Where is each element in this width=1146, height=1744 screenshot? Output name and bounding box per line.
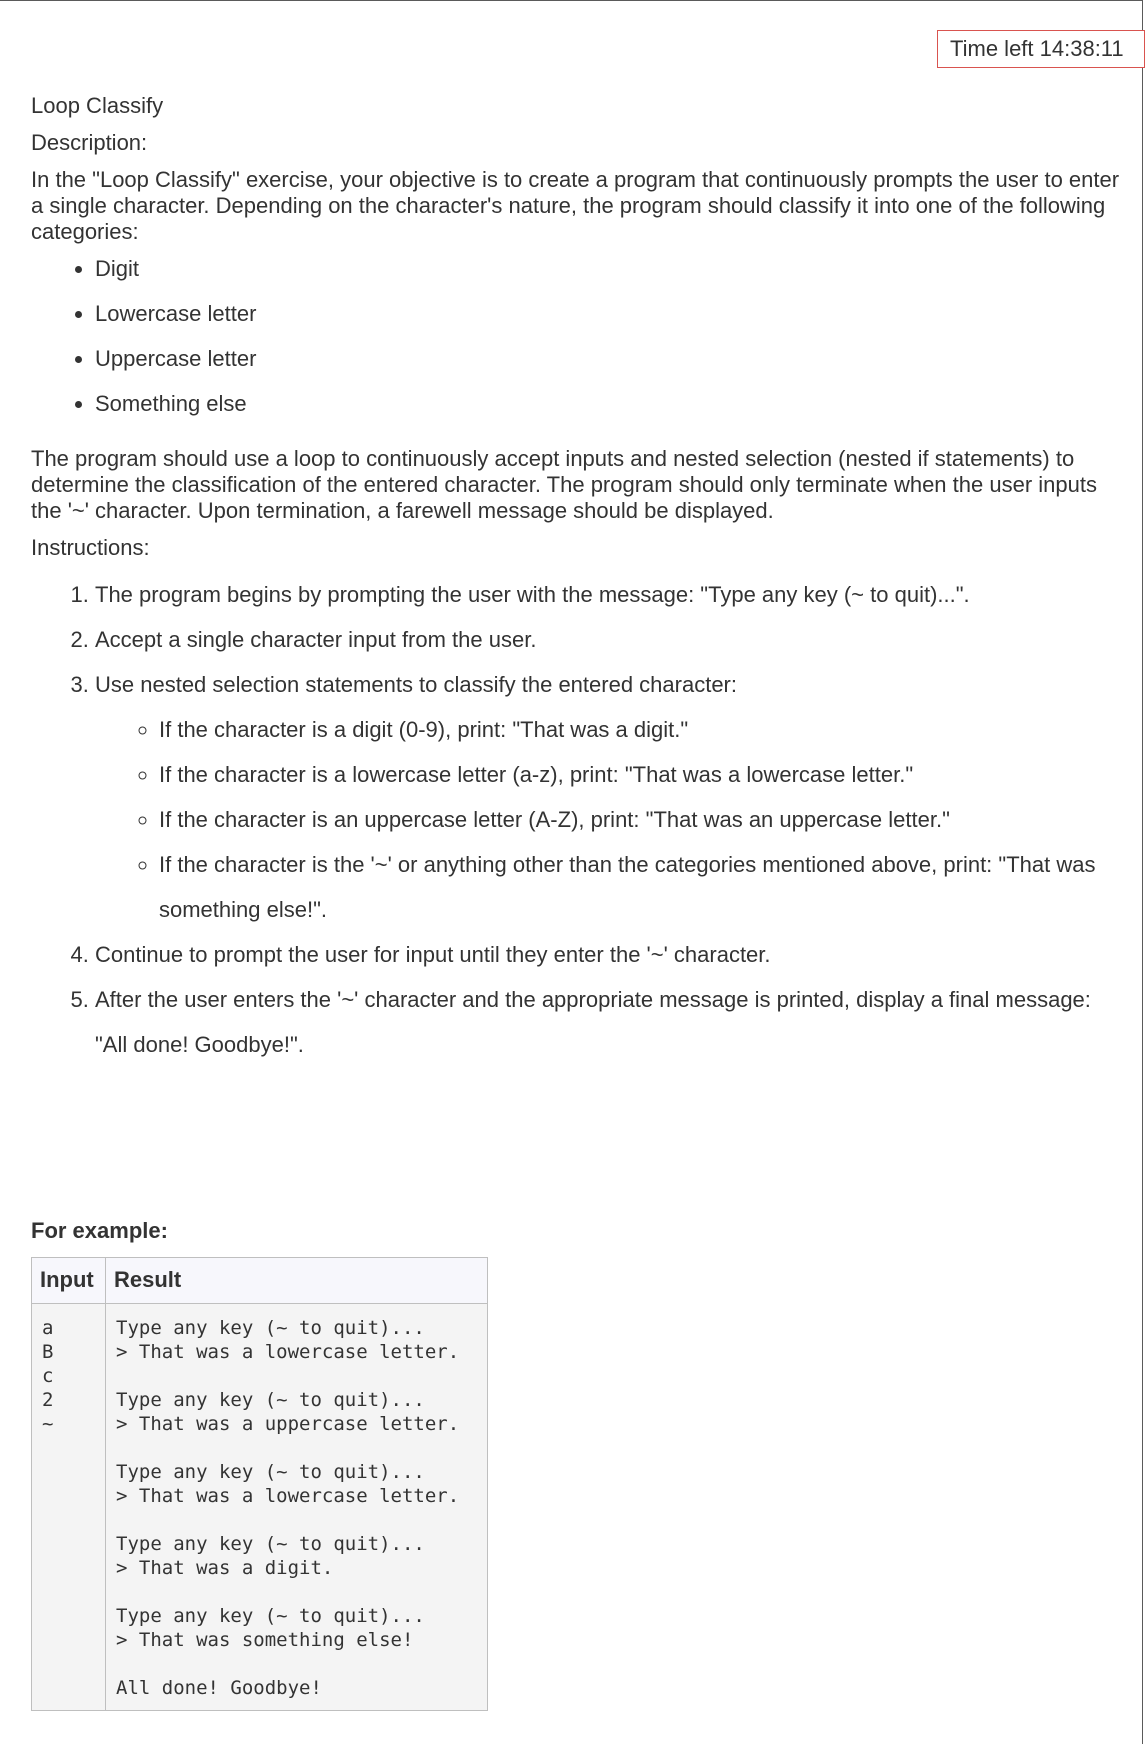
question-text [31,93,1121,1067]
details-paragraph: The program should use a loop to continuously accept inputs and nested selection (nested if statements) to determine the classification of the entered character. The program should only terminate when the user inputs the '~' character. Upon termination, a farewell message should be displayed. [31,446,1097,523]
instructions-list [31,572,1121,1067]
instructions-label: Instructions: [31,535,150,560]
input-text: a B c 2 ~ [42,1317,54,1435]
step-text: Accept a single character input from the user. [95,627,537,652]
list-item: ◦ If the character is a digit (0-9), print: "That was a digit." [159,707,1121,752]
time-left-timer: Time left 14:38:11 [937,30,1145,68]
result-text: Type any key (~ to quit)... > That was a lowercase letter. Type any key (~ to quit)... > That was a uppercase letter. Type any key (~ to quit)... > That was a lowercase letter. Type any key (~ to quit)... > That was a digit. Type any key (~ to quit)... > That was something else! All done! Goodbye! [116,1317,460,1699]
table-header-row [32,1258,488,1304]
question-title: Loop Classify [31,93,164,118]
step-text: Use nested selection statements to classify the entered character: [95,672,737,697]
sub-step-list [95,707,1121,932]
list-item: ◦ If the character is an uppercase letter (A-Z), print: "That was an uppercase letter." [159,797,1121,842]
step-text: Continue to prompt the user for input until they enter the '~' character. [95,942,771,967]
intro-paragraph: In the "Loop Classify" exercise, your objective is to create a program that continuously prompts the user to enter a single character. Depending on the character's nature, the program should classify it into one of the following categories: [31,167,1120,244]
example-heading: For example: [31,1218,168,1243]
step-text: After the user enters the '~' character and the appropriate message is printed, display a final message: "All done! Goodbye!". [95,987,1091,1057]
list-item: ◦ If the character is the '~' or anything other than the categories mentioned above, print: "That was something else!". [159,842,1121,932]
step-text: The program begins by prompting the user with the message: "Type any key (~ to quit)...". [95,582,970,607]
category-list [31,256,1121,436]
result-column-header: Result [106,1258,488,1304]
list-item [95,617,1121,662]
description-label: Description: [31,130,148,155]
list-item: • Digit [95,256,1121,301]
list-item [95,977,1121,1067]
list-item: ◦ If the character is a lowercase letter (a-z), print: "That was a lowercase letter." [159,752,1121,797]
table-row [32,1304,488,1711]
list-item: • Something else [95,391,1121,436]
list-item [95,572,1121,617]
list-item: • Uppercase letter [95,346,1121,391]
list-item [95,932,1121,977]
list-item [95,662,1121,932]
result-cell [106,1304,488,1711]
example-table [31,1257,488,1711]
input-cell [32,1304,106,1711]
input-column-header: Input [32,1258,106,1304]
list-item: • Lowercase letter [95,301,1121,346]
